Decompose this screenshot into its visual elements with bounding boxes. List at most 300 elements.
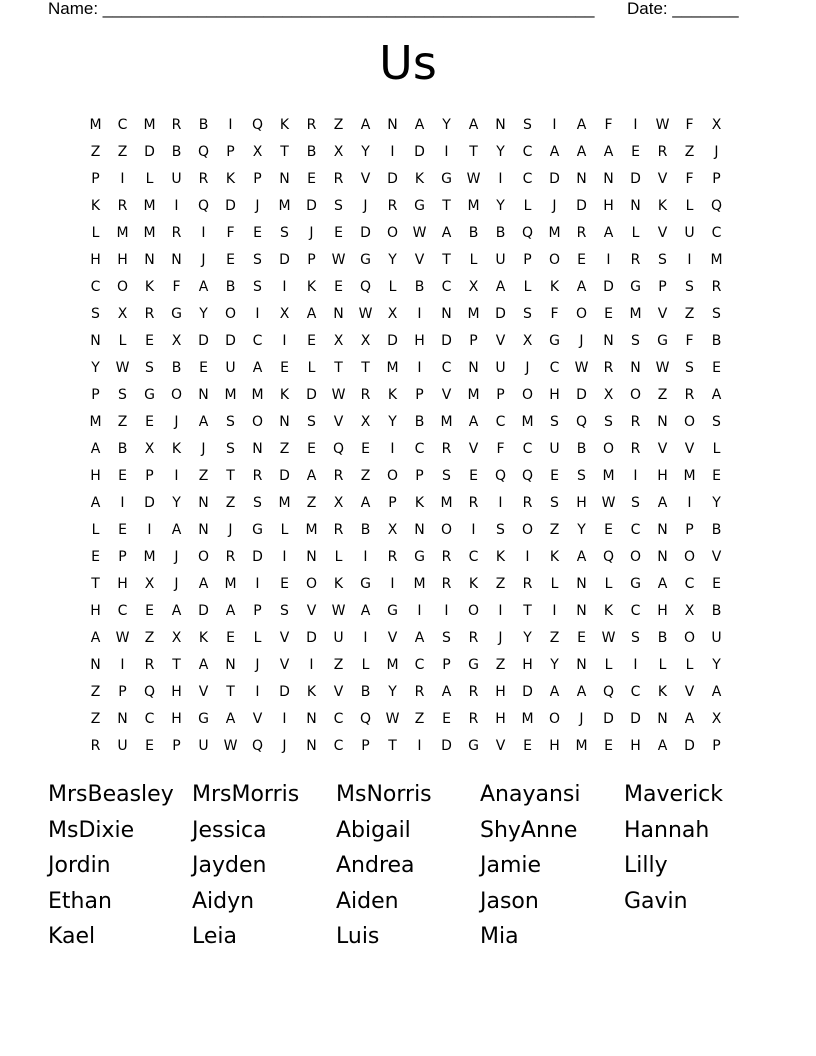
grid-letter: B bbox=[198, 117, 209, 133]
grid-letter: R bbox=[576, 225, 587, 241]
grid-letter: J bbox=[174, 549, 179, 565]
grid-letter: W bbox=[601, 630, 616, 646]
grid-letter: A bbox=[441, 684, 452, 700]
grid-letter: S bbox=[442, 630, 451, 646]
grid-letter: X bbox=[333, 495, 344, 511]
grid-letter: K bbox=[414, 171, 425, 187]
grid-letter: I bbox=[255, 576, 260, 592]
grid-letter: V bbox=[657, 171, 668, 187]
grid-letter: H bbox=[657, 468, 668, 484]
grid-letter: D bbox=[684, 738, 695, 754]
grid-letter: G bbox=[630, 576, 641, 592]
grid-letter: R bbox=[333, 522, 344, 538]
grid-letter: I bbox=[120, 657, 125, 673]
grid-letter: R bbox=[468, 495, 479, 511]
grid-letter: C bbox=[252, 333, 263, 349]
grid-letter: M bbox=[710, 252, 723, 268]
grid-row bbox=[82, 249, 730, 276]
grid-letter: Y bbox=[577, 522, 586, 538]
grid-letter: Q bbox=[332, 441, 345, 457]
grid-letter: M bbox=[575, 738, 588, 754]
grid-letter: L bbox=[118, 333, 127, 349]
grid-letter: L bbox=[604, 576, 613, 592]
grid-letter: P bbox=[91, 171, 100, 187]
grid-letter: D bbox=[414, 144, 425, 160]
grid-letter: P bbox=[118, 549, 127, 565]
grid-letter: E bbox=[604, 522, 613, 538]
grid-letter: E bbox=[442, 711, 451, 727]
grid-letter: M bbox=[467, 306, 480, 322]
grid-letter: D bbox=[576, 387, 587, 403]
grid-letter: S bbox=[523, 117, 532, 133]
grid-letter: I bbox=[633, 657, 638, 673]
grid-letter: I bbox=[282, 711, 287, 727]
word-bank-item: Gavin bbox=[624, 888, 688, 914]
grid-letter: T bbox=[280, 144, 289, 160]
grid-letter: B bbox=[414, 414, 425, 430]
grid-letter: E bbox=[253, 225, 262, 241]
grid-letter: C bbox=[522, 171, 533, 187]
grid-letter: P bbox=[685, 522, 694, 538]
grid-letter: D bbox=[306, 630, 317, 646]
grid-letter: A bbox=[603, 225, 614, 241]
grid-letter: L bbox=[523, 198, 532, 214]
grid-letter: A bbox=[603, 144, 614, 160]
grid-letter: M bbox=[629, 306, 642, 322]
grid-letter: C bbox=[117, 117, 128, 133]
grid-letter: Y bbox=[388, 252, 397, 268]
grid-letter: Z bbox=[144, 630, 155, 646]
grid-letter: X bbox=[360, 333, 371, 349]
grid-letter: M bbox=[278, 198, 291, 214]
grid-letter: O bbox=[683, 630, 696, 646]
grid-letter: V bbox=[279, 630, 290, 646]
grid-letter: I bbox=[417, 738, 422, 754]
grid-letter: K bbox=[414, 495, 425, 511]
puzzle-title: Us bbox=[379, 36, 437, 90]
grid-letter: S bbox=[604, 414, 613, 430]
grid-row bbox=[82, 546, 730, 573]
grid-letter: U bbox=[684, 225, 695, 241]
word-bank-item: Kael bbox=[48, 924, 96, 949]
grid-letter: Z bbox=[657, 387, 668, 403]
grid-letter: A bbox=[576, 549, 587, 565]
grid-letter: X bbox=[171, 630, 182, 646]
grid-letter: Z bbox=[684, 144, 695, 160]
grid-letter: M bbox=[305, 522, 318, 538]
grid-letter: M bbox=[386, 657, 399, 673]
grid-row bbox=[82, 735, 730, 762]
word-bank-item: Maverick bbox=[624, 782, 724, 807]
grid-letter: X bbox=[711, 711, 722, 727]
grid-letter: S bbox=[280, 603, 289, 619]
grid-letter: S bbox=[280, 225, 289, 241]
grid-letter: W bbox=[601, 495, 616, 511]
grid-letter: Y bbox=[172, 495, 181, 511]
grid-letter: E bbox=[550, 468, 559, 484]
grid-letter: D bbox=[441, 333, 452, 349]
grid-letter: V bbox=[441, 387, 452, 403]
grid-letter: Z bbox=[495, 657, 506, 673]
grid-letter: A bbox=[576, 684, 587, 700]
grid-letter: H bbox=[90, 603, 101, 619]
grid-row bbox=[82, 438, 730, 465]
grid-letter: I bbox=[363, 549, 368, 565]
grid-row bbox=[82, 195, 730, 222]
grid-letter: A bbox=[468, 414, 479, 430]
grid-letter: Z bbox=[117, 144, 128, 160]
grid-letter: P bbox=[712, 738, 721, 754]
grid-letter: O bbox=[170, 387, 183, 403]
grid-letter: R bbox=[171, 117, 182, 133]
grid-letter: S bbox=[523, 306, 532, 322]
grid-letter: Y bbox=[523, 630, 532, 646]
grid-letter: U bbox=[171, 171, 182, 187]
grid-letter: V bbox=[387, 630, 398, 646]
grid-letter: P bbox=[415, 468, 424, 484]
grid-letter: G bbox=[414, 549, 425, 565]
grid-letter: M bbox=[467, 387, 480, 403]
grid-letter: D bbox=[603, 711, 614, 727]
word-bank-item: Jason bbox=[480, 888, 539, 914]
grid-letter: L bbox=[361, 657, 370, 673]
grid-letter: N bbox=[576, 171, 587, 187]
grid-letter: N bbox=[252, 441, 263, 457]
grid-letter: O bbox=[575, 306, 588, 322]
grid-letter: W bbox=[115, 630, 130, 646]
grid-letter: F bbox=[226, 225, 235, 241]
grid-letter: C bbox=[414, 657, 425, 673]
grid-letter: I bbox=[282, 279, 287, 295]
word-bank-item: Ethan bbox=[48, 888, 112, 914]
grid-letter: C bbox=[117, 603, 128, 619]
grid-letter: I bbox=[606, 252, 611, 268]
grid-letter: D bbox=[522, 684, 533, 700]
grid-letter: H bbox=[414, 333, 425, 349]
grid-letter: N bbox=[279, 414, 290, 430]
grid-letter: S bbox=[226, 441, 235, 457]
grid-letter: B bbox=[171, 360, 182, 376]
grid-letter: M bbox=[683, 468, 696, 484]
grid-row bbox=[82, 654, 730, 681]
grid-letter: D bbox=[441, 738, 452, 754]
grid-letter: G bbox=[549, 333, 560, 349]
grid-letter: L bbox=[469, 252, 478, 268]
grid-row bbox=[82, 276, 730, 303]
grid-letter: B bbox=[225, 279, 236, 295]
grid-letter: E bbox=[145, 738, 154, 754]
grid-letter: S bbox=[253, 252, 262, 268]
grid-row bbox=[82, 222, 730, 249]
word-bank-item: Anayansi bbox=[480, 782, 581, 807]
grid-row bbox=[82, 330, 730, 357]
grid-letter: D bbox=[198, 603, 209, 619]
grid-letter: A bbox=[495, 279, 506, 295]
grid-letter: T bbox=[469, 144, 478, 160]
grid-letter: Z bbox=[279, 441, 290, 457]
grid-letter: O bbox=[602, 441, 615, 457]
grid-row bbox=[82, 600, 730, 627]
grid-letter: P bbox=[118, 684, 127, 700]
grid-letter: M bbox=[89, 414, 102, 430]
grid-letter: R bbox=[144, 657, 155, 673]
grid-letter: A bbox=[306, 306, 317, 322]
grid-letter: R bbox=[468, 711, 479, 727]
grid-letter: J bbox=[174, 414, 179, 430]
grid-letter: P bbox=[361, 738, 370, 754]
grid-letter: P bbox=[253, 603, 262, 619]
grid-letter: X bbox=[144, 441, 155, 457]
grid-letter: I bbox=[390, 144, 395, 160]
grid-letter: O bbox=[386, 468, 399, 484]
grid-letter: E bbox=[307, 333, 316, 349]
grid-letter: D bbox=[306, 387, 317, 403]
grid-letter: O bbox=[251, 414, 264, 430]
grid-letter: E bbox=[226, 630, 235, 646]
grid-letter: E bbox=[145, 603, 154, 619]
grid-letter: P bbox=[388, 495, 397, 511]
grid-letter: Z bbox=[414, 711, 425, 727]
grid-letter: G bbox=[171, 306, 182, 322]
grid-letter: L bbox=[334, 549, 343, 565]
grid-letter: M bbox=[386, 360, 399, 376]
grid-letter: I bbox=[417, 306, 422, 322]
grid-letter: W bbox=[385, 711, 400, 727]
grid-letter: J bbox=[579, 711, 584, 727]
grid-letter: E bbox=[226, 252, 235, 268]
grid-letter: Z bbox=[684, 306, 695, 322]
grid-letter: J bbox=[201, 441, 206, 457]
grid-letter: K bbox=[279, 117, 290, 133]
grid-letter: P bbox=[415, 387, 424, 403]
grid-letter: B bbox=[657, 630, 668, 646]
word-bank-item: MrsMorris bbox=[192, 782, 300, 807]
grid-letter: R bbox=[630, 252, 641, 268]
grid-letter: Q bbox=[251, 738, 264, 754]
grid-letter: V bbox=[684, 441, 695, 457]
grid-letter: T bbox=[388, 738, 397, 754]
grid-letter: C bbox=[522, 441, 533, 457]
grid-letter: A bbox=[171, 522, 182, 538]
grid-letter: I bbox=[174, 198, 179, 214]
grid-letter: Y bbox=[712, 657, 721, 673]
grid-letter: B bbox=[117, 441, 128, 457]
grid-letter: X bbox=[468, 279, 479, 295]
grid-letter: A bbox=[306, 468, 317, 484]
grid-row bbox=[82, 519, 730, 546]
grid-letter: R bbox=[657, 144, 668, 160]
grid-letter: W bbox=[223, 738, 238, 754]
grid-letter: K bbox=[549, 279, 560, 295]
grid-letter: N bbox=[306, 711, 317, 727]
grid-letter: I bbox=[633, 468, 638, 484]
grid-letter: S bbox=[496, 522, 505, 538]
grid-letter: F bbox=[685, 171, 694, 187]
word-bank-item: Aidyn bbox=[192, 888, 255, 914]
grid-letter: L bbox=[253, 630, 262, 646]
grid-letter: C bbox=[684, 576, 695, 592]
grid-letter: M bbox=[89, 117, 102, 133]
grid-letter: R bbox=[171, 225, 182, 241]
grid-letter: T bbox=[523, 603, 532, 619]
grid-letter: E bbox=[145, 333, 154, 349]
grid-letter: G bbox=[360, 252, 371, 268]
grid-letter: S bbox=[685, 279, 694, 295]
grid-letter: R bbox=[441, 576, 452, 592]
grid-letter: M bbox=[602, 468, 615, 484]
grid-letter: K bbox=[603, 603, 614, 619]
grid-letter: D bbox=[387, 171, 398, 187]
grid-letter: R bbox=[117, 198, 128, 214]
grid-letter: B bbox=[171, 144, 182, 160]
grid-letter: K bbox=[90, 198, 101, 214]
grid-letter: V bbox=[306, 603, 317, 619]
grid-letter: I bbox=[444, 144, 449, 160]
grid-letter: I bbox=[120, 171, 125, 187]
grid-letter: M bbox=[224, 387, 237, 403]
grid-letter: H bbox=[576, 495, 587, 511]
grid-letter: X bbox=[333, 333, 344, 349]
grid-letter: T bbox=[442, 198, 451, 214]
grid-letter: J bbox=[309, 225, 314, 241]
grid-letter: T bbox=[226, 684, 235, 700]
grid-letter: A bbox=[252, 360, 263, 376]
grid-letter: N bbox=[657, 522, 668, 538]
grid-letter: K bbox=[306, 279, 317, 295]
grid-letter: X bbox=[684, 603, 695, 619]
grid-letter: Y bbox=[91, 360, 100, 376]
grid-letter: C bbox=[630, 522, 641, 538]
grid-letter: L bbox=[685, 657, 694, 673]
grid-letter: N bbox=[576, 657, 587, 673]
grid-row bbox=[82, 708, 730, 735]
grid-letter: E bbox=[334, 279, 343, 295]
grid-letter: G bbox=[360, 576, 371, 592]
grid-letter: O bbox=[521, 387, 534, 403]
grid-letter: P bbox=[442, 657, 451, 673]
word-bank-item: ShyAnne bbox=[480, 817, 578, 843]
grid-letter: D bbox=[252, 549, 263, 565]
grid-letter: P bbox=[712, 171, 721, 187]
grid-letter: K bbox=[225, 171, 236, 187]
grid-letter: Y bbox=[496, 144, 505, 160]
grid-letter: L bbox=[388, 279, 397, 295]
grid-letter: E bbox=[361, 441, 370, 457]
grid-letter: U bbox=[117, 738, 128, 754]
grid-letter: A bbox=[657, 495, 668, 511]
grid-letter: D bbox=[630, 711, 641, 727]
word-bank-item: Hannah bbox=[624, 817, 710, 843]
grid-letter: R bbox=[387, 198, 398, 214]
grid-letter: X bbox=[144, 576, 155, 592]
grid-letter: G bbox=[252, 522, 263, 538]
grid-letter: N bbox=[306, 549, 317, 565]
grid-letter: I bbox=[309, 657, 314, 673]
grid-letter: N bbox=[90, 333, 101, 349]
word-bank-item: Leia bbox=[192, 924, 237, 949]
grid-letter: L bbox=[685, 198, 694, 214]
grid-letter: B bbox=[306, 144, 317, 160]
grid-letter: J bbox=[714, 144, 719, 160]
grid-letter: O bbox=[440, 522, 453, 538]
grid-letter: Z bbox=[549, 630, 560, 646]
grid-letter: I bbox=[552, 603, 557, 619]
grid-letter: A bbox=[468, 117, 479, 133]
grid-letter: Q bbox=[521, 468, 534, 484]
grid-letter: A bbox=[171, 603, 182, 619]
grid-letter: D bbox=[225, 333, 236, 349]
grid-letter: J bbox=[498, 630, 503, 646]
grid-row bbox=[82, 357, 730, 384]
grid-letter: C bbox=[441, 360, 452, 376]
grid-letter: P bbox=[658, 279, 667, 295]
grid-letter: R bbox=[333, 468, 344, 484]
grid-letter: B bbox=[711, 603, 722, 619]
grid-letter: Z bbox=[90, 144, 101, 160]
grid-letter: Z bbox=[333, 657, 344, 673]
grid-letter: A bbox=[576, 279, 587, 295]
grid-letter: V bbox=[684, 684, 695, 700]
grid-letter: K bbox=[171, 441, 182, 457]
grid-letter: U bbox=[225, 360, 236, 376]
grid-letter: Y bbox=[199, 306, 208, 322]
grid-letter: E bbox=[118, 468, 127, 484]
grid-letter: W bbox=[412, 225, 427, 241]
grid-letter: N bbox=[198, 495, 209, 511]
grid-letter: P bbox=[172, 738, 181, 754]
grid-letter: H bbox=[90, 252, 101, 268]
grid-letter: V bbox=[657, 306, 668, 322]
grid-letter: A bbox=[225, 603, 236, 619]
grid-letter: E bbox=[469, 468, 478, 484]
grid-letter: M bbox=[548, 225, 561, 241]
grid-row bbox=[82, 492, 730, 519]
grid-letter: O bbox=[467, 603, 480, 619]
grid-letter: N bbox=[117, 711, 128, 727]
grid-letter: O bbox=[548, 711, 561, 727]
grid-letter: Q bbox=[602, 684, 615, 700]
grid-letter: V bbox=[468, 441, 479, 457]
grid-letter: U bbox=[198, 738, 209, 754]
grid-letter: R bbox=[630, 441, 641, 457]
grid-letter: N bbox=[387, 117, 398, 133]
grid-letter: E bbox=[280, 576, 289, 592]
grid-letter: S bbox=[685, 360, 694, 376]
grid-letter: D bbox=[306, 198, 317, 214]
grid-letter: I bbox=[417, 603, 422, 619]
grid-letter: O bbox=[197, 549, 210, 565]
grid-letter: N bbox=[225, 657, 236, 673]
grid-letter: D bbox=[360, 225, 371, 241]
grid-letter: N bbox=[171, 252, 182, 268]
grid-letter: F bbox=[550, 306, 559, 322]
grid-letter: S bbox=[334, 198, 343, 214]
grid-letter: P bbox=[145, 468, 154, 484]
grid-letter: W bbox=[574, 360, 589, 376]
grid-letter: R bbox=[711, 279, 722, 295]
grid-letter: L bbox=[307, 360, 316, 376]
grid-letter: S bbox=[712, 414, 721, 430]
grid-letter: H bbox=[657, 603, 668, 619]
grid-letter: T bbox=[172, 657, 181, 673]
grid-letter: V bbox=[657, 441, 668, 457]
grid-letter: Y bbox=[496, 198, 505, 214]
grid-letter: S bbox=[118, 387, 127, 403]
grid-letter: P bbox=[523, 252, 532, 268]
grid-letter: M bbox=[143, 198, 156, 214]
grid-letter: V bbox=[252, 711, 263, 727]
grid-letter: S bbox=[307, 414, 316, 430]
